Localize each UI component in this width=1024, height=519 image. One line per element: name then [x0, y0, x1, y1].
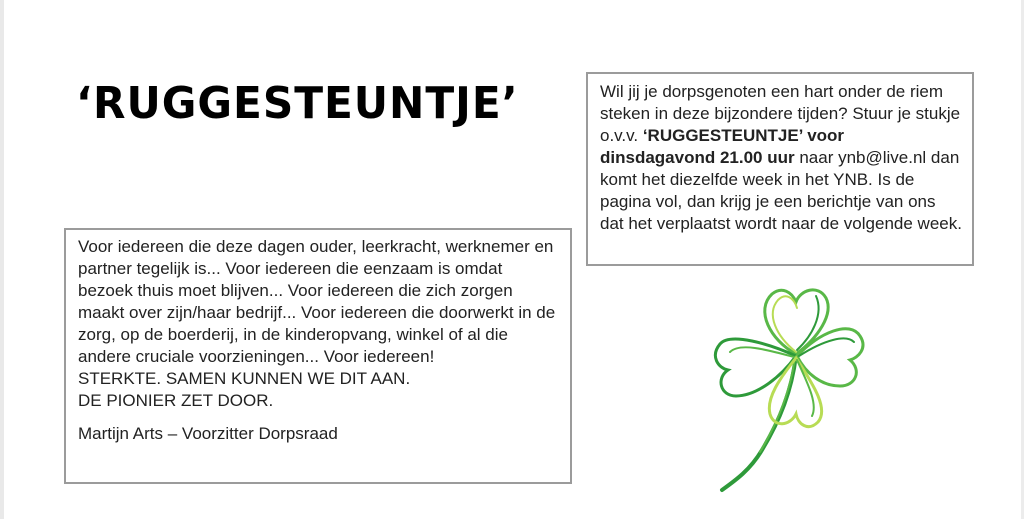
submission-info-text — [600, 81, 962, 235]
info-text-intro: Wil jij je dorpsgenoten een hart onder de riem steken in deze bijzondere tijden? Stuur je stukje o.v.v. — [600, 82, 961, 145]
support-message-strength: STERKTE. SAMEN KUNNEN WE DIT AAN. — [78, 369, 411, 388]
support-message-body: Voor iedereen die deze dagen ouder, leerkracht, werknemer en partner tegelijk is... Voor iedereen die eenzaam is omdat bezoek thuis moet blijven... Voor iedereen die zich zorgen maakt over zijn/haar bedrijf... Voor iedereen die doorwerkt in de zorg, op de boerderij, in de kinderopvang, winkel of al die andere cruciale voorzieningen... Voor iedereen! — [78, 237, 556, 366]
support-message-box — [64, 228, 572, 484]
info-text-details: naar ynb@live.nl dan komt het diezelfde week in het YNB. Is de pagina vol, dan krijg je een berichtje van ons dat het verplaatst wordt naar de volgende week. — [600, 148, 962, 233]
page-title: ‘RUGGESTEUNTJE’ — [76, 78, 519, 129]
support-message-signature: Martijn Arts – Voorzitter Dorpsraad — [78, 424, 338, 443]
submission-info-box — [586, 72, 974, 266]
info-text-deadline: ‘RUGGESTEUNTJE’ voor dinsdagavond 21.00 uur — [600, 126, 845, 167]
four-leaf-clover-icon — [700, 280, 870, 495]
page-left-edge — [0, 0, 4, 519]
support-message-pioneer: DE PIONIER ZET DOOR. — [78, 391, 274, 410]
